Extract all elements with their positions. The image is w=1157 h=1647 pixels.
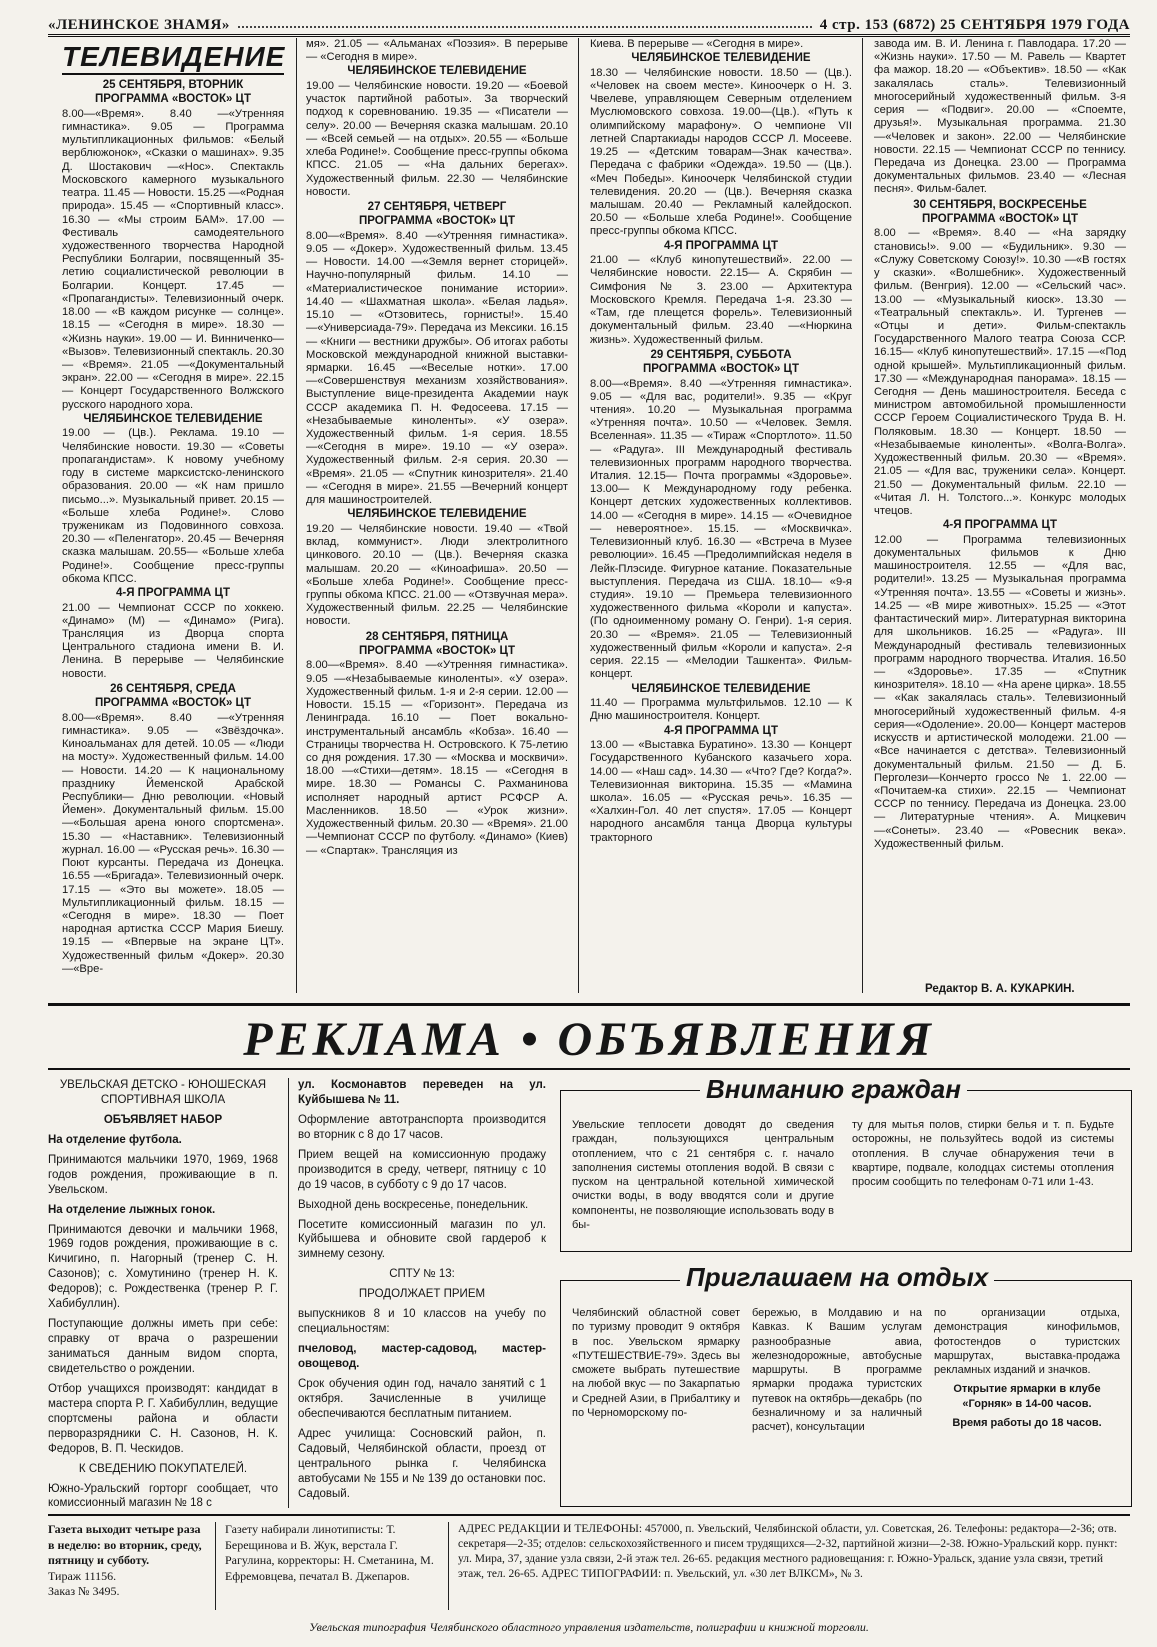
column-divider: [448, 1522, 449, 1610]
ad-paragraph: УВЕЛЬСКАЯ ДЕТСКО - ЮНОШЕСКАЯ СПОРТИВНАЯ ШКОЛА: [59, 1079, 267, 1106]
footer-divider: [48, 1514, 1130, 1516]
schedule-text: 11.40 — Программа мультфильмов. 12.10 — К Дню машиностроителя. Концерт.: [590, 697, 852, 723]
ad-paragraph: Выходной день воскресенье, понедельник.: [298, 1198, 529, 1211]
tv-column-4: [874, 38, 1126, 851]
schedule-text: 12.00 — Программа телевизионных документальных фильмов к Дню машиностроителя. 12.55 — «Для вас, родители!». 13.25 — Музыкальная программа «Утренняя почта». 13.55 — «Советы и жизнь». 14.25 — «В мире животных». 15.25 — «Этот фантастический мир». Литературная викторина для школьников. 16.25 — «Радуга». III Международный фестиваль телевизионных программ народного творчества. Италия. 16.50 — «Здоровье». 17.35 — «Спутник кинозрителя». 18.10 — «На арене цирка». 18.55 — «Как закалялась сталь». Телевизионный многосерийный художественный фильм. 4-я серия—«Одоление». 20.00— Концерт мастеров искусств и артистической молодежи. 21.00 — «Все начинается с детства». Телевизионный документальный фильм. 21.50 — Д. Б. Перголези—Кончерто гроссо № 1. 22.00 — «Почитаем-ка стихи». 22.15 — Чемпионат СССР по теннису. Передача из Донецка. 23.00 — Литературные чтения». А. Мицкевич—«Сонеты». 23.40 — «Ровесник века». Художественный фильм.: [874, 533, 1126, 850]
tv-column-2: [306, 38, 568, 858]
schedule-text: 19.00 — Челябинские новости. 19.20 — «Боевой участок партийной работы». За творческий подход к соревнованию. 19.35 — «Писатели — селу». 20.00 — Вечерняя сказка малышам. 20.10 — «Всей семьей — на отдых». 20.55 — «Больше хлеба Родине!». Сообщение пресс-группы обкома КПСС. 21.05 — «На дальних берегах». Художественный фильм. 22.30 — Челябинские новости.: [306, 80, 568, 198]
schedule-text: 19.20 — Челябинские новости. 19.40 — «Твой вклад, коммунист». Люди электролитного цинкового. 20.10 — (Цв.). Вечерняя сказка малышам. 20.20 — «Киноафиша». 20.50 — «Больше хлеба Родине!». Сообщение пресс-группы обкома КПСС. 21.00 — «Отзвучная мера». Художественный фильм. 22.25 — Челябинские новости.: [306, 522, 568, 628]
masthead-divider: [238, 26, 812, 28]
schedule-text: 8.00—«Время». 8.40 —«Утренняя гимнастика». 9.05 — «Звёздочка». Киноальманах для детей. 10.05 — «Люди на мосту». Художественный фильм. 14.00 — Новости. 14.20 — К национальному празднику Йеменской Арабской Республики— Дню революции. «Новый Йемен». Документальный фильм. 15.00 —«Большая арена юного спортсмена». 15.30 — «Наставник». Телевизионный журнал. 16.00 — «Русская речь». 16.30 — Поют курсанты. Передача из Донецка. 16.55 —«Бригада». Телевизионный очерк. 17.15 — «Это вы можете». 18.05 — Мультипликационный фильм. 18.15 — «Сегодня в мире». 18.30 — Поет народная артистка СССР Мария Биешу. 19.15 — «Впервые на экране ЦТ». Художественный фильм «Докер». 20.30 —«Вре-: [62, 711, 284, 975]
channel-heading: ЧЕЛЯБИНСКОЕ ТЕЛЕВИДЕНИЕ: [631, 682, 811, 695]
section-divider: [48, 1003, 1130, 1006]
schedule-text: Киева. В перерыве — «Сегодня в мире».: [590, 38, 804, 50]
schedule-text: 13.00 — «Выставка Буратино». 13.30 — Концерт Государственного Кубанского казачьего хора. 14.00 — «Наш сад». 14.30 — «Что? Где? Когда?». Телевизионная викторина. 15.35 — «Мамина школа». 16.05 — «Русская речь». 16.35 — «Халхин-Гол. 40 лет спустя». 17.05 — Концерт народного ансамбля танца Дворца культуры тракторного: [590, 739, 852, 844]
day-heading: 25 СЕНТЯБРЯ, ВТОРНИК: [102, 79, 244, 92]
travel-fair-info: по организации отдыха, демонстрация кинофильмов, фотостендов о туристских маршрутах, выставка-продажа рекламных изданий и значков.: [934, 1307, 1120, 1377]
schedule-text: 8.00 — «Время». 8.40 — «На зарядку становись!». 9.00 — «Будильник». 9.30 — «Служу Советскому Союзу!». 10.30 —«В гостях у сказки». «Волшебник». Художественный фильм. (Венгрия). 12.00 — «Сельский час». 13.00 — «Музыкальный киоск». 13.30 — «Театральный спектакль». И. Тургенев — «Отцы и дети». Фильм-спектакль Государственного Малого театра Союза ССР. 16.15— «Клуб кинопутешествий». 17.15 —«Под одной крышей». Мультипликационный фильм. 17.30 — «Международная панорама». 18.15 — Сегодня — День машиностроителя. Беседа с министром автомобильной промышленности СССР Героем Социалистического Труда В. Н. Поляковым. 18.30 — Концерт. 18.50 — «Незабываемые киноленты». «Волга-Волга». Художественный фильм. 20.30 — «Время». 21.05 — «Для вас, труженики села». Концерт. 21.50 — Документальный фильм. 22.10 — «Читая Л. Н. Толстого...». Конкурс молодых чтецов.: [874, 227, 1126, 517]
ad-paragraph: Отбор учащихся производят: кандидат в мастера спорта Р. Г. Хабибуллин, ведущие спортсмены района и области перворазрядники С. Н. Сазонов, Н. К. Федоров, В. П. Ческидов.: [48, 1382, 278, 1455]
editorial-address: АДРЕС РЕДАКЦИИ И ТЕЛЕФОНЫ: 457000, п. Увельский, Челябинской области, ул. Советская, 26. Телефоны: редактора—2-36; отв. секретаря—2-35; отделов: сельскохозяйственного и писем трудящихся—2-32, партийной жизни—2-38. Южно-Уральский корр. пункт: ул. Мира, 37, здание узла связи, 2-й этаж тел. 26-65. редакция местного радиовещания: г. Южно-Уральск, здание узла связи, третий этаж, тел. 26-65. АДРЕС ТИПОГРАФИИ: п. Увельский, ул. «30 лет ВЛКСМ», № 3.: [458, 1523, 1118, 1580]
ad-paragraph: выпускников 8 и 10 классов на учебу по специальностям:: [298, 1308, 546, 1336]
ad-paragraph: ул. Космонавтов переведен на ул. Куйбышева № 11.: [298, 1079, 546, 1106]
ad-paragraph: Поступающие должны иметь при себе: справку от врача о разрешении заниматься данным видом спорта, свидетельство о рождении.: [48, 1318, 278, 1375]
ad-paragraph: ОБЪЯВЛЯЕТ НАБОР: [103, 1113, 223, 1126]
ad-paragraph: Прием вещей на комиссионную продажу производится в среду, четверг, пятницу с 10 до 19 часов, в субботу с 9 до 17 часов.: [298, 1148, 546, 1191]
schedule-text: 8.00—«Время». 8.40 —«Утренняя гимнастика». 9.05 — «Докер». Художественный фильм. 13.45 — Новости. 14.00 —«Земля вернет сторицей». Научно-популярный фильм. 14.10 — «Материалистическое понимание истории». 14.40 — «Шахматная школа». «Белая ладья». 15.10 — «Отзовитесь, горнисты!». 15.40—«Универсиада-79». Передача из Мексики. 16.15 — «Книги — вестники дружбы». Об итогах работы Московской международной книжной выставки-ярмарки. 16.45 —«Веселые нотки». 17.00 —«Совершенствуя механизм хозяйствования». Выступление вице-президента Академии наук СССР академика П. Н. Федосеева. 17.15 — «Незабываемые киноленты». «У озера». Художественный фильм. 1-я серия. 18.55 —«Сегодня в мире». 19.10 — «У озера». Художественный фильм. 2-я серия. 20.30 — «Время». 21.05 — «Спутник кинозрителя». 21.40 — «Сегодня в мире». 21.55 —Вечерний концерт для машиностроителей.: [306, 229, 568, 507]
ad-paragraph: Южно-Уральский горторг сообщает, что комиссионный магазин № 18 с: [48, 1482, 278, 1510]
circulation: Тираж 11156.: [48, 1568, 117, 1583]
ad-paragraph: Срок обучения один год, начало занятий с 1 октября. Зачисленные в училище обеспечиваются бесплатным питанием.: [298, 1377, 546, 1420]
channel-heading: ПРОГРАММА «ВОСТОК» ЦТ: [359, 644, 515, 657]
channel-heading: ЧЕЛЯБИНСКОЕ ТЕЛЕВИДЕНИЕ: [631, 52, 811, 65]
attention-text-right: ту для мытья полов, стирки белья и т. п. Будьте осторожны, не пользуйтесь водой из системы отопления. В случае обнаружения течи в квартире, подвале, колодцах системы отопления просим сообщить по телефонам 0-71 или 1-43.: [852, 1119, 1114, 1189]
editor-signature: Редактор В. А. КУКАРКИН.: [925, 983, 1075, 995]
schedule-text: завода им. В. И. Ленина г. Павлодара. 17.20 — «Жизнь науки». 17.50 — М. Равель — Квартет фа мажор. 18.20 — «Объектив». 18.50 — «Как закалялась сталь». Телевизионный многосерийный художественный фильм. 3-я серия — «Подвиг». 20.00 — «Споемте, друзья!». Музыкальная программа. 21.30 —«Человек и закон». 22.00 — Челябинские новости. 22.15 — Чемпионат СССР по теннису. Передача из Донецка. 23.00 — Программа документальных фильмов. 23.40 — «Лесная песня». Фильм-балет.: [874, 38, 1126, 196]
schedule-text: 21.00 — «Клуб кинопутешествий». 22.00 — Челябинские новости. 22.15— А. Скрябин — Симфония № 3. 23.00 — Архитектура Московского Кремля. Передача 1-я. 23.30 — «Там, где плещется форель». Телевизионный документальный фильм. 23.40 —«Нюркина жизнь». Художественный фильм.: [590, 254, 852, 346]
day-heading: 30 СЕНТЯБРЯ, ВОСКРЕСЕНЬЕ: [913, 198, 1087, 211]
schedule-text: 21.00 — Чемпионат СССР по хоккею. «Динамо» (М) — «Динамо» (Рига). Трансляция из Дворца спорта Центрального стадиона имени В. И. Ленина. В перерыве — Челябинские новости.: [62, 601, 284, 680]
tv-section-title: ТЕЛЕВИДЕНИЕ: [62, 40, 284, 75]
attention-title: Вниманию граждан: [700, 1074, 967, 1105]
channel-heading: ПРОГРАММА «ВОСТОК» ЦТ: [95, 697, 251, 710]
travel-fair-opening: Открытие ярмарки в клубе «Горняк» в 14-00 часов.: [953, 1383, 1101, 1410]
schedule-text: 8.00—«Время». 8.40 —«Утренняя гимнастика». 9.05 — Программа мультипликационных фильмов: «Белый верблюжонок», «Сказки о машинах». 9.35 Д. Шостакович —«Нос». Спектакль Московского камерного музыкального театра. 11.45 — Новости. 15.25 —«Родная природа». 15.45 — «Спортивный класс». 16.30 — «Мы строим БАМ». 17.00 — Фестиваль самодеятельного художественного творчества Народной Республики Болгарии, посвященный 35-летию социалистической революции в Болгарии. Концерт. 17.45 — «Пропагандисты». Телевизионный очерк. 18.00 — «В каждом рисунке — солнце». 18.15 — «Сегодня в мире». 18.30 — «Жизнь науки». 19.00 — И. Винниченко— «Вызов». Телевизионный спектакль. 20.30 — «Время». 21.05 —«Документальный экран». 22.00 — «Сегодня в мире». 22.15 — Концерт Государственного Волжского русского народного хора.: [62, 107, 284, 411]
channel-heading: ПРОГРАММА «ВОСТОК» ЦТ: [643, 362, 799, 375]
tv-column-3: [590, 38, 852, 845]
travel-fair-col-2: бережью, в Молдавию и на Кавказ. К Вашим услугам разнообразные авиа, железнодорожные, автобусные маршруты. В программе ярмарки продажа туристских путевок на октябрь—декабрь (по безналичному и за наличный расчет), консультации: [752, 1307, 922, 1434]
ad-paragraph: Посетите комиссионный магазин по ул. Куйбышева и обновите свой гардероб к зимнему сезону.: [298, 1218, 546, 1261]
channel-heading: ПРОГРАММА «ВОСТОК» ЦТ: [359, 215, 515, 228]
printing-house: Увельская типография Челябинского областного управления издательств, полиграфии и книжной торговли.: [309, 1620, 869, 1634]
ads-banner: РЕКЛАМА • ОБЪЯВЛЕНИЯ: [243, 1013, 935, 1066]
channel-heading: ЧЕЛЯБИНСКОЕ ТЕЛЕВИДЕНИЕ: [347, 508, 527, 521]
ad-paragraph: К СВЕДЕНИЮ ПОКУПАТЕЛЕЙ.: [78, 1462, 248, 1475]
schedule-text: 8.00—«Время». 8.40 —«Утренняя гимнастика». 9.05 — «Для вас, родители!». 9.35 — «Круг чтения». 10.20 — Музыкальная программа «Утренняя почта». 10.50 — «Человек. Земля. Вселенная». 11.35 — «Тираж «Спортлото». 11.50 — «Радуга». III Международный фестиваль телевизионных программ народного творчества. Италия. 12.15— Почта программы «Здоровье». 13.00— К Международному году ребенка. Концерт детских художественных коллективов. 14.00 — «Сегодня в мире». 14.15 — «Очевидное — невероятное». 15.15. — «Москвичка». Телевизионный клуб. 16.30 — «Встреча в Музее революции». 16.45 —Предолимпийская неделя в Лейк-Плэсиде. Фигурное катание. Показательные выступления. Передача из США. 18.10— «9-я студия». 19.10 — Премьера телевизионного художественного фильма «Короли и капуста». (По одноименному роману О. Генри). 1-я серия. 20.30 — «Время». 21.05 — Телевизионный художественный фильм «Короли и капуста». 2-я серия. 22.15 — «Мелодии Ташкента». Фильм-концерт.: [590, 377, 852, 681]
typesetting-staff: Газету набирали линотиписты: Т. Берещинова и В. Жук, верстала Г. Рагулина, корректоры: Н. Сметанина, М. Ефремовцева, печатал В. Джепаров.: [225, 1522, 434, 1583]
newspaper-title: «ЛЕНИНСКОЕ ЗНАМЯ»: [48, 17, 230, 33]
attention-text-left: Увельские теплосети доводят до сведения граждан, пользующихся центральным отоплением, что с 21 сентября с. г. начало заполнения системы отопления водой. В связи с пуском на центральной котельной химической очистки воды, в воду вводятся соли и другие компоненты, не позволяющие использовать воду в бы-: [572, 1119, 834, 1232]
channel-heading: ЧЕЛЯБИНСКОЕ ТЕЛЕВИДЕНИЕ: [83, 412, 263, 425]
column-divider: [288, 1078, 289, 1508]
ad-paragraph: Оформление автотранспорта производится во вторник с 8 до 17 часов.: [298, 1113, 546, 1141]
tv-column-1: [62, 38, 284, 976]
ad-paragraph: СПТУ № 13:: [389, 1268, 455, 1281]
column-divider: [862, 38, 863, 993]
ad-paragraph: ПРОДОЛЖАЕТ ПРИЕМ: [358, 1288, 486, 1301]
schedule-text: 18.30 — Челябинские новости. 18.50 — (Цв.). «Человек на своем месте». Киноочерк о Н. З. Чвелеве, управляющем Северным отделением Муслюмовского совхоза. 19.00—(Цв.). «Путь к олимпийскому марафону». О чемпионе VII летней Спартакиады народов СССР Л. Мосееве. 19.25 — «Детским товарам—Знак качества». Передача с фабрики «Одежда». 19.50 — (Цв.). «Меч Победы». Киноочерк Челябинской студии телевидения. 20.20 — (Цв.). Вечерняя сказка малышам. 20.40 — Рекламный калейдоскоп. 20.50 — «Больше хлеба Родине!». Сообщение пресс-группы обкома КПСС.: [590, 66, 852, 238]
ad-paragraph: На отделение лыжных гонок.: [48, 1203, 216, 1216]
channel-heading: 4-Я ПРОГРАММА ЦТ: [664, 239, 778, 252]
travel-fair-col-1: Челябинский областной совет по туризму проводит 9 октября в пос. Увельском ярмарку «ПУТЕШЕСТВИЕ-79». Здесь вы сможете выбрать путешествие на любой вкус — по Закарпатью и Средней Азии, в Прибалтику и по Черноморскому по-: [572, 1307, 740, 1420]
issue-info: 4 стр. 153 (6872) 25 СЕНТЯБРЯ 1979 ГОДА: [819, 17, 1130, 33]
publication-info: [48, 1522, 208, 1600]
schedule-text: 8.00—«Время». 8.40 —«Утренняя гимнастика». 9.05 —«Незабываемые киноленты». «У озера». Художественный фильм. 1-я и 2-я серии. 12.00 — Новости. 15.15 — «Горизонт». Передача из Ленинграда. 16.10 — Поет вокально-инструментальный ансамбль «Кобза». 16.40 — Страницы творчества Н. Островского. К 75-летию со дня рождения. 17.30 — «Москва и москвичи». 18.00 —«Стихи—детям». 18.15 — «Сегодня в мире. 18.30 — Романсы С. Рахманинова исполняет народный артист РСФСР А. Масленников. 18.50 — «Урок жизни». Художественный фильм. 20.30 — «Время». 21.00 —Чемпионат СССР по футболу. «Динамо» (Киев) — «Спартак». Трансляция из: [306, 659, 568, 857]
ad-paragraph: На отделение футбола.: [48, 1133, 182, 1146]
order-number: Заказ № 3495.: [48, 1584, 120, 1599]
channel-heading: 4-Я ПРОГРАММА ЦТ: [943, 519, 1057, 532]
channel-heading: ЧЕЛЯБИНСКОЕ ТЕЛЕВИДЕНИЕ: [347, 65, 527, 78]
schedule-text: мя». 21.05 — «Альманах «Поэзия». В перерыве — «Сегодня в мире».: [306, 38, 568, 64]
day-heading: 28 СЕНТЯБРЯ, ПЯТНИЦА: [365, 630, 509, 643]
publication-schedule: Газета выходит четыре раза в неделю: во вторник, среду, пятницу и субботу.: [48, 1522, 202, 1568]
channel-heading: ПРОГРАММА «ВОСТОК» ЦТ: [95, 93, 251, 106]
travel-fair-col-3: [934, 1306, 1120, 1435]
schedule-text: 19.00 — (Цв.). Реклама. 19.10 — Челябинские новости. 19.30 — «Советы пропагандистам». К новому учебному году в системе марксистско-ленинского образования. 20.00 — «К нам пришло письмо...». Музыкальный привет. 20.15 — «Больше хлеба Родине!». Слово труженикам из Подовинного совхоза. 20.30 — «Пеленгатор». 20.45 — Вечерняя сказка малышам. 20.55— «Больше хлеба Родине!». Сообщение пресс-группы обкома КПСС.: [62, 427, 284, 585]
ad-paragraph: Принимаются девочки и мальчики 1968, 1969 годов рождения, проживающие в с. Кичигино, п. Нагорный (тренер С. Н. Сазонов); с. Хомутинино (тренер Н. К. Федоров); с. Рождественка (тренер Р. Г. Хабибуллин).: [48, 1223, 278, 1311]
day-heading: 27 СЕНТЯБРЯ, ЧЕТВЕРГ: [367, 200, 507, 213]
day-heading: 29 СЕНТЯБРЯ, СУББОТА: [650, 348, 792, 361]
channel-heading: ПРОГРАММА «ВОСТОК» ЦТ: [922, 212, 1078, 225]
channel-heading: 4-Я ПРОГРАММА ЦТ: [664, 724, 778, 737]
travel-fair-hours: Время работы до 18 часов.: [952, 1417, 1102, 1430]
ad-paragraph: пчеловод, мастер-садовод, мастер-овощевод.: [298, 1343, 546, 1370]
ads-column-1: [48, 1078, 278, 1516]
travel-fair-title: Приглашаем на отдых: [680, 1262, 994, 1293]
column-divider: [296, 38, 297, 993]
masthead: [48, 10, 1130, 37]
column-divider: [578, 38, 579, 993]
ads-column-2: [298, 1078, 546, 1506]
ad-paragraph: Принимаются мальчики 1970, 1969, 1968 годов рождения, проживающие в п. Увельском.: [48, 1153, 278, 1196]
ad-paragraph: Адрес училища: Сосновский район, п. Садовый, Челябинской области, проезд от центрального рынка г. Челябинска автобусами № 155 и № 139 до остановки пос. Садовый.: [298, 1427, 546, 1500]
section-divider: [48, 1068, 1130, 1070]
day-heading: 26 СЕНТЯБРЯ, СРЕДА: [110, 682, 236, 695]
column-divider: [215, 1522, 216, 1610]
channel-heading: 4-Я ПРОГРАММА ЦТ: [116, 587, 230, 600]
